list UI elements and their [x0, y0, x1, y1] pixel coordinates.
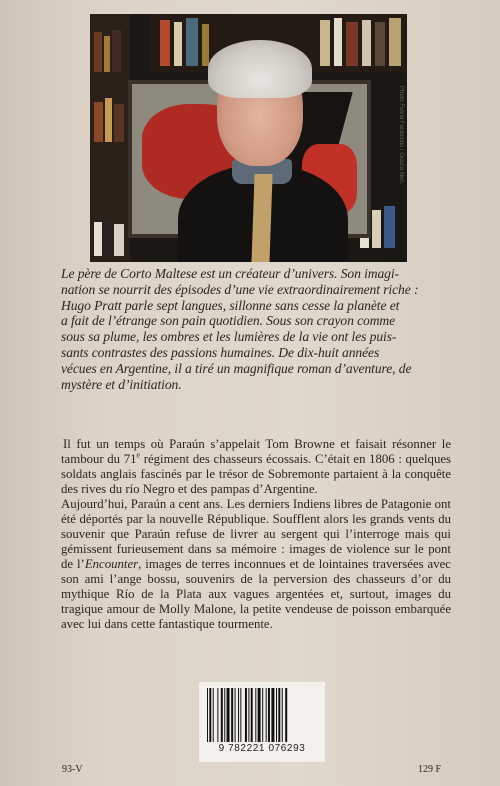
book-spine [375, 22, 385, 66]
barcode-bar [266, 688, 267, 742]
book-spine [320, 20, 330, 66]
barcode-bar [209, 688, 211, 742]
intro-line: mystère et d’initiation. [61, 376, 182, 392]
book-summary [61, 437, 451, 632]
book-spine [202, 24, 209, 66]
book-spine [372, 210, 381, 248]
book-spine [104, 36, 110, 72]
book-spine [94, 32, 102, 72]
intro-line: sants contrastes des passions humaines. De dix-huit années [61, 344, 380, 360]
barcode-bar [227, 688, 230, 742]
book-spine [160, 20, 170, 66]
barcode-icon [207, 688, 317, 742]
intro-line: sous sa plume, les ombres et les lumières de la vie ont les puis- [61, 329, 397, 345]
book-spine [389, 18, 401, 66]
catalog-code: 93-V [62, 764, 83, 775]
necktie [251, 174, 272, 262]
summary-paragraph-2 [61, 497, 451, 632]
book-spine [94, 222, 102, 256]
barcode-bar [207, 688, 208, 742]
barcode-bar [251, 688, 253, 742]
book-spine [334, 18, 342, 66]
author-portrait-photo [90, 14, 407, 262]
intro-line: Hugo Pratt parle sept langues, sillonne sans cesse la planète et [61, 297, 400, 313]
barcode-bar [271, 688, 274, 742]
barcode-bar [255, 688, 256, 742]
barcode-bar [238, 688, 239, 742]
barcode-bar [231, 688, 233, 742]
book-spine [186, 18, 198, 66]
isbn-number: 9 782221 076293 [218, 743, 306, 754]
summary-text: Aujourd’hui, Paraún a cent ans. Les derniers Indiens libres de Patagonie ont été déportés par la nouvelle République. Soufflent alors les grands vents du souvenir que Paraún refuse de livrer au sergent qui l’interroge mais qui gémissent furieusement dans sa mémoire : images de violence sur le pont de l’ [61, 497, 451, 571]
barcode-bar [221, 688, 223, 742]
book-spine [114, 224, 124, 256]
isbn-barcode [199, 682, 325, 762]
book-spine [94, 102, 103, 142]
superscript: e [136, 450, 141, 460]
summary-text: , images de terres inconnues et de lointaines traversées avec son ami l’ange bossu, souvenirs de la perversion des chasseurs d’or du mythique Río de la Plata aux vagues argentées et, surtout, images du tragique amour de Molly Malone, la petite vendeuse de poisson embarquée avec lui dans cette fantastique tourmente. [61, 557, 451, 631]
book-spine [384, 206, 395, 248]
book-spine [114, 104, 124, 142]
intro-line: a fait de l’étrange son pain quotidien. Sous son crayon comme [61, 313, 396, 329]
book-spine [362, 20, 371, 66]
price: 129 F [418, 764, 442, 775]
photo-credit: Photo Fulvia Farassino / Grazia Neri. [398, 86, 404, 185]
book-spine [346, 22, 358, 66]
ship-name: Encounter [84, 557, 139, 571]
barcode-bar [240, 688, 241, 742]
barcode-bar [268, 688, 270, 742]
intro-line: nation se nourrit des épisodes d’une vie extraordinairement riche : [61, 281, 419, 297]
barcode-bar [224, 688, 225, 742]
barcode-bar [258, 688, 261, 742]
barcode-bar [278, 688, 280, 742]
summary-paragraph-1 [61, 437, 451, 497]
author-intro [61, 266, 456, 392]
book-spine [174, 22, 182, 66]
barcode-bar [235, 688, 236, 742]
barcode-bar [276, 688, 277, 742]
barcode-bar [217, 688, 218, 742]
author-hair [208, 40, 312, 98]
barcode-bar [248, 688, 249, 742]
intro-line: Le père de Corto Maltese est un créateur d’univers. Son imagi- [61, 266, 399, 281]
barcode-bar [285, 688, 287, 742]
book-spine [105, 98, 112, 142]
barcode-bar [262, 688, 263, 742]
barcode-bar [213, 688, 214, 742]
book-spine [104, 220, 112, 256]
summary-text: régiment des chasseurs écossais. C’était en 1806 : quelques soldats anglais fascinés par le trésor de Sobremonte partaient à la conquête des rives du río Negro et des pampas d’Argentine. [61, 452, 452, 496]
barcode-bar [245, 688, 247, 742]
book-spine [112, 30, 121, 72]
summary-text: Il fut un temps où Paraún s’appelait Tom Browne et faisait résonner le tambour du 71 [61, 437, 451, 466]
barcode-bar [282, 688, 283, 742]
intro-line: vécues en Argentine, il a tiré un magnifique roman d’aventure, de [61, 360, 412, 376]
